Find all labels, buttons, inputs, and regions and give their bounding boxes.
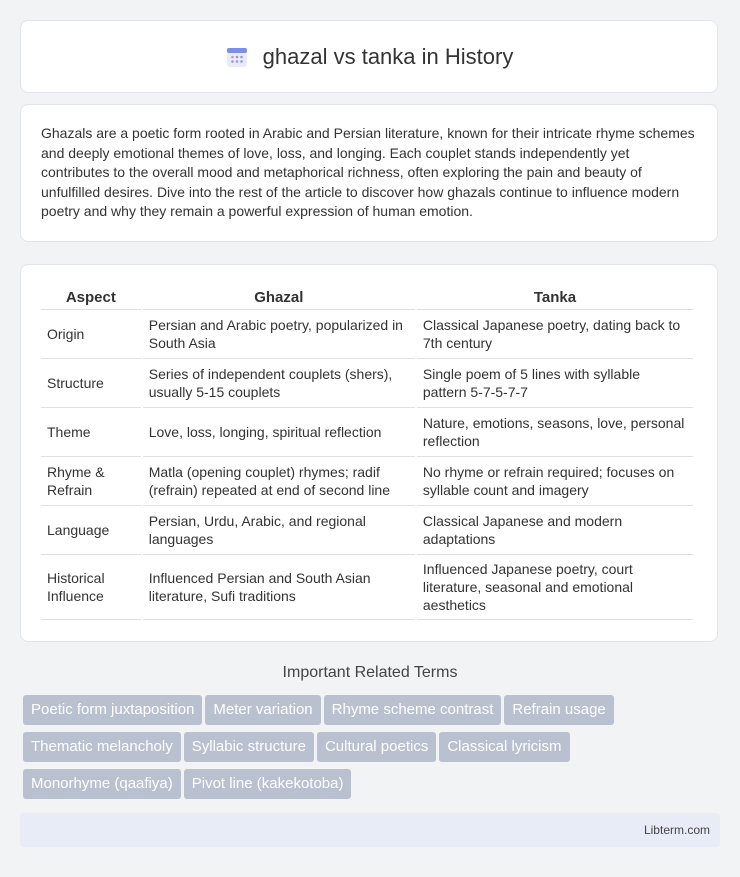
column-header-aspect: Aspect: [41, 283, 141, 310]
table-cell: Persian and Arabic poetry, popularized in South Asia: [143, 310, 415, 359]
table-cell: Persian, Urdu, Arabic, and regional languages: [143, 506, 415, 555]
column-header-ghazal: Ghazal: [143, 283, 415, 310]
related-term-tag[interactable]: Monorhyme (qaafiya): [23, 769, 181, 799]
table-cell: Origin: [41, 310, 141, 359]
table-cell: Structure: [41, 359, 141, 408]
table-cell: Influenced Persian and South Asian literature, Sufi traditions: [143, 555, 415, 620]
related-term-tag[interactable]: Classical lyricism: [439, 732, 569, 762]
table-row: [41, 457, 693, 506]
intro-text: Ghazals are a poetic form rooted in Arabic and Persian literature, known for their intricate rhyme schemes and deeply emotional themes of love, loss, and longing. Each couplet stands independently yet contributes to the overall mood and metaphorical richness, often exploring the pain and beauty of unfulfilled desires. Dive into the rest of the article to discover how ghazals continue to influence modern poetry and why they remain a powerful expression of human emotion.: [20, 104, 718, 242]
table-cell: Matla (opening couplet) rhymes; radif (refrain) repeated at end of second line: [143, 457, 415, 506]
header-card: [20, 20, 718, 93]
page-title: ghazal vs tanka in History: [262, 43, 514, 69]
table-cell: Rhyme & Refrain: [41, 457, 141, 506]
table-cell: Love, loss, longing, spiritual reflection: [143, 408, 415, 457]
related-term-tag[interactable]: Rhyme scheme contrast: [324, 695, 502, 725]
table-cell: Classical Japanese and modern adaptations: [417, 506, 693, 555]
column-header-tanka: Tanka: [417, 283, 693, 310]
footer-site-link[interactable]: Libterm.com: [643, 823, 710, 837]
related-term-tag[interactable]: Refrain usage: [504, 695, 613, 725]
table-cell: Series of independent couplets (shers), usually 5-15 couplets: [143, 359, 415, 408]
table-cell: No rhyme or refrain required; focuses on syllable count and imagery: [417, 457, 693, 506]
table-cell: Single poem of 5 lines with syllable pattern 5-7-5-7-7: [417, 359, 693, 408]
footer: [20, 813, 720, 847]
table-cell: Historical Influence: [41, 555, 141, 620]
related-term-tag[interactable]: Meter variation: [205, 695, 320, 725]
table-cell: Classical Japanese poetry, dating back to 7th century: [417, 310, 693, 359]
table-cell: Theme: [41, 408, 141, 457]
related-term-tag[interactable]: Cultural poetics: [317, 732, 436, 762]
related-term-tag[interactable]: Pivot line (kakekotoba): [184, 769, 352, 799]
table-cell: Influenced Japanese poetry, court literature, seasonal and emotional aesthetics: [417, 555, 693, 620]
table-row: [41, 555, 693, 620]
table-row: [41, 359, 693, 408]
comparison-table-card: [20, 264, 718, 642]
related-term-tag[interactable]: Poetic form juxtaposition: [23, 695, 202, 725]
table-row: [41, 506, 693, 555]
related-terms-title: Important Related Terms: [282, 664, 458, 681]
calendar-icon: [225, 45, 249, 69]
related-term-tag[interactable]: Thematic melancholy: [23, 732, 181, 762]
comparison-table: [39, 283, 695, 620]
table-cell: Language: [41, 506, 141, 555]
related-terms-list: [23, 695, 723, 806]
table-row: [41, 310, 693, 359]
table-row: [41, 408, 693, 457]
table-cell: Nature, emotions, seasons, love, personal reflection: [417, 408, 693, 457]
related-term-tag[interactable]: Syllabic structure: [184, 732, 314, 762]
